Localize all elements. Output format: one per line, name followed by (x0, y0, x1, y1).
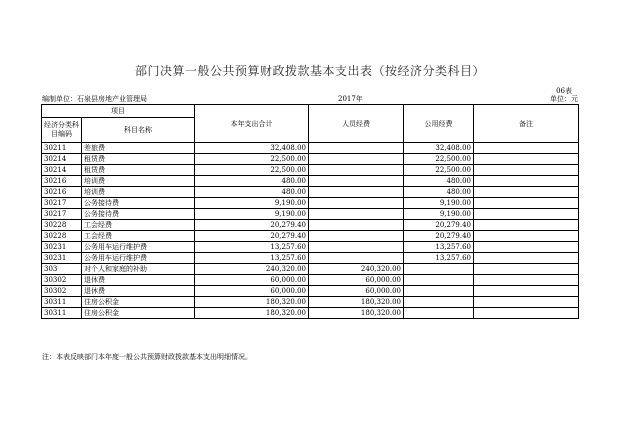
cell-name: 退休费 (82, 275, 195, 286)
cell-public: 480.00 (404, 187, 474, 198)
table-row (42, 209, 579, 220)
cell-code: 30311 (42, 308, 82, 319)
table-row (42, 176, 579, 187)
cell-public: 20,279.40 (404, 231, 474, 242)
cell-name: 住房公积金 (82, 308, 195, 319)
cell-public: 9,190.00 (404, 209, 474, 220)
cell-code: 30214 (42, 165, 82, 176)
cell-personnel (309, 231, 404, 242)
cell-total: 32,408.00 (195, 143, 309, 154)
cell-public: 22,500.00 (404, 165, 474, 176)
table-row (42, 165, 579, 176)
table-row (42, 143, 579, 154)
cell-personnel: 60,000.00 (309, 275, 404, 286)
cell-name: 培训费 (82, 176, 195, 187)
cell-public (404, 308, 474, 319)
cell-personnel: 180,320.00 (309, 308, 404, 319)
cell-total: 20,279.40 (195, 231, 309, 242)
cell-code: 30217 (42, 209, 82, 220)
cell-personnel (309, 143, 404, 154)
cell-name: 退休费 (82, 286, 195, 297)
cell-public (404, 275, 474, 286)
cell-remark (474, 198, 579, 209)
cell-remark (474, 176, 579, 187)
cell-remark (474, 154, 579, 165)
header-row-top (42, 105, 579, 118)
cell-name: 公务接待费 (82, 209, 195, 220)
cell-remark (474, 242, 579, 253)
table-note: 注：本表反映部门本年度一般公共预算财政拨款基本支出明细情况。 (42, 353, 252, 361)
cell-public: 480.00 (404, 176, 474, 187)
cell-code: 30228 (42, 231, 82, 242)
cell-personnel (309, 253, 404, 264)
cell-name: 公务用车运行维护费 (82, 253, 195, 264)
cell-name: 租赁费 (82, 165, 195, 176)
header-remark: 备注 (474, 105, 579, 143)
cell-code: 30302 (42, 275, 82, 286)
cell-remark (474, 209, 579, 220)
cell-total: 480.00 (195, 176, 309, 187)
cell-personnel: 180,320.00 (309, 297, 404, 308)
table-row (42, 253, 579, 264)
header-name: 科目名称 (82, 118, 195, 143)
report-meta (42, 94, 578, 104)
table-row (42, 264, 579, 275)
cell-personnel (309, 187, 404, 198)
cell-total: 9,190.00 (195, 198, 309, 209)
cell-public (404, 286, 474, 297)
expenditure-table (41, 104, 579, 319)
cell-name: 公务接待费 (82, 198, 195, 209)
cell-code: 30214 (42, 154, 82, 165)
cell-remark (474, 143, 579, 154)
cell-remark (474, 286, 579, 297)
cell-remark (474, 187, 579, 198)
cell-public: 32,408.00 (404, 143, 474, 154)
table-row (42, 231, 579, 242)
cell-total: 240,320.00 (195, 264, 309, 275)
header-total: 本年支出合计 (195, 105, 309, 143)
table-row (42, 275, 579, 286)
cell-code: 30231 (42, 253, 82, 264)
cell-name: 租赁费 (82, 154, 195, 165)
cell-code: 30216 (42, 176, 82, 187)
cell-code: 303 (42, 264, 82, 275)
cell-name: 工会经费 (82, 220, 195, 231)
table-number: 06表 (556, 87, 572, 95)
cell-remark (474, 297, 579, 308)
cell-code: 30231 (42, 242, 82, 253)
report-title: 部门决算一般公共预算财政拨款基本支出表（按经济分类科目） (134, 64, 485, 78)
cell-remark (474, 275, 579, 286)
table-row (42, 297, 579, 308)
compiling-unit: 编制单位：石泉县房地产业管理局 (42, 95, 147, 103)
cell-code: 30211 (42, 143, 82, 154)
cell-name: 公务用车运行维护费 (82, 242, 195, 253)
cell-total: 480.00 (195, 187, 309, 198)
cell-total: 22,500.00 (195, 165, 309, 176)
table-row (42, 187, 579, 198)
cell-total: 180,320.00 (195, 308, 309, 319)
table-row (42, 286, 579, 297)
cell-name: 对个人和家庭的补助 (82, 264, 195, 275)
cell-total: 22,500.00 (195, 154, 309, 165)
cell-personnel: 60,000.00 (309, 286, 404, 297)
cell-public (404, 297, 474, 308)
table-row (42, 154, 579, 165)
cell-public: 13,257.60 (404, 242, 474, 253)
cell-total: 13,257.60 (195, 253, 309, 264)
cell-personnel (309, 198, 404, 209)
cell-remark (474, 165, 579, 176)
cell-public: 20,279.40 (404, 220, 474, 231)
cell-personnel (309, 209, 404, 220)
cell-personnel (309, 220, 404, 231)
table-row (42, 308, 579, 319)
cell-total: 13,257.60 (195, 242, 309, 253)
cell-personnel (309, 154, 404, 165)
header-project: 项目 (42, 105, 195, 118)
cell-personnel (309, 165, 404, 176)
table-row (42, 220, 579, 231)
table-row (42, 198, 579, 209)
cell-code: 30311 (42, 297, 82, 308)
header-code: 经济分类科目编码 (42, 118, 82, 143)
cell-remark (474, 220, 579, 231)
cell-remark (474, 264, 579, 275)
cell-total: 9,190.00 (195, 209, 309, 220)
cell-name: 差旅费 (82, 143, 195, 154)
cell-public: 9,190.00 (404, 198, 474, 209)
cell-total: 60,000.00 (195, 275, 309, 286)
cell-total: 180,320.00 (195, 297, 309, 308)
cell-public: 13,257.60 (404, 253, 474, 264)
cell-name: 培训费 (82, 187, 195, 198)
cell-name: 住房公积金 (82, 297, 195, 308)
cell-personnel (309, 242, 404, 253)
cell-remark (474, 231, 579, 242)
cell-personnel: 240,320.00 (309, 264, 404, 275)
currency-unit: 单位：元 (550, 95, 578, 103)
cell-name: 工会经费 (82, 231, 195, 242)
cell-remark (474, 308, 579, 319)
cell-remark (474, 253, 579, 264)
cell-personnel (309, 176, 404, 187)
cell-code: 30216 (42, 187, 82, 198)
cell-total: 60,000.00 (195, 286, 309, 297)
cell-code: 30228 (42, 220, 82, 231)
report-year: 2017年 (338, 95, 363, 103)
cell-public (404, 264, 474, 275)
header-public: 公用经费 (404, 105, 474, 143)
cell-total: 20,279.40 (195, 220, 309, 231)
table-row (42, 242, 579, 253)
cell-public: 22,500.00 (404, 154, 474, 165)
cell-code: 30302 (42, 286, 82, 297)
header-personnel: 人员经费 (309, 105, 404, 143)
cell-code: 30217 (42, 198, 82, 209)
